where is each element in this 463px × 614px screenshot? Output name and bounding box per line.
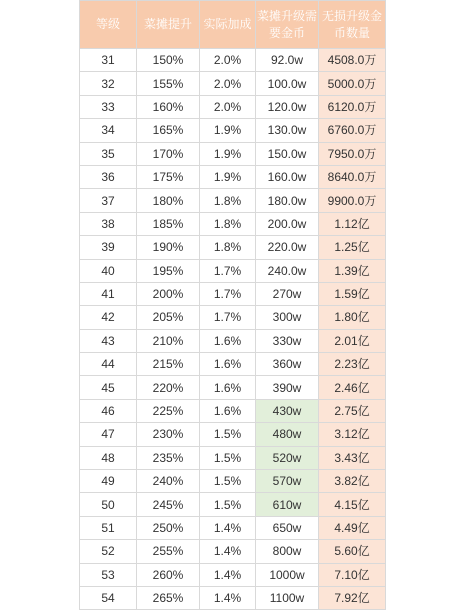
cell-actual-bonus: 1.4%	[200, 586, 256, 609]
cell-level: 41	[80, 282, 137, 305]
cell-stall-boost: 200%	[137, 282, 200, 305]
cell-lossless-coins: 1.80亿	[319, 306, 386, 329]
cell-level: 31	[80, 49, 137, 72]
cell-lossless-coins: 3.82亿	[319, 470, 386, 493]
cell-actual-bonus: 1.4%	[200, 516, 256, 539]
table-row	[80, 72, 386, 95]
cell-stall-boost: 260%	[137, 563, 200, 586]
cell-level: 50	[80, 493, 137, 516]
cell-actual-bonus: 1.5%	[200, 493, 256, 516]
cell-lossless-coins: 2.75亿	[319, 399, 386, 422]
cell-lossless-coins: 6760.0万	[319, 119, 386, 142]
cell-stall-boost: 235%	[137, 446, 200, 469]
cell-stall-boost: 155%	[137, 72, 200, 95]
cell-level: 32	[80, 72, 137, 95]
cell-upgrade-cost: 130.0w	[256, 119, 319, 142]
cell-stall-boost: 185%	[137, 212, 200, 235]
cell-stall-boost: 240%	[137, 470, 200, 493]
cell-lossless-coins: 3.12亿	[319, 423, 386, 446]
cell-level: 53	[80, 563, 137, 586]
cell-upgrade-cost: 120.0w	[256, 95, 319, 118]
cell-lossless-coins: 1.12亿	[319, 212, 386, 235]
cell-level: 54	[80, 586, 137, 609]
table-row	[80, 470, 386, 493]
cell-stall-boost: 190%	[137, 236, 200, 259]
cell-upgrade-cost: 800w	[256, 540, 319, 563]
cell-stall-boost: 150%	[137, 49, 200, 72]
table-row	[80, 353, 386, 376]
header-upgrade-cost: 菜摊升级需要金币	[256, 1, 319, 49]
cell-stall-boost: 255%	[137, 540, 200, 563]
table-row	[80, 49, 386, 72]
cell-lossless-coins: 7.10亿	[319, 563, 386, 586]
table-row	[80, 165, 386, 188]
cell-upgrade-cost: 390w	[256, 376, 319, 399]
table-row	[80, 563, 386, 586]
cell-stall-boost: 250%	[137, 516, 200, 539]
cell-actual-bonus: 1.6%	[200, 353, 256, 376]
cell-stall-boost: 195%	[137, 259, 200, 282]
cell-stall-boost: 160%	[137, 95, 200, 118]
cell-lossless-coins: 1.39亿	[319, 259, 386, 282]
table-row	[80, 236, 386, 259]
table-row	[80, 329, 386, 352]
cell-lossless-coins: 5000.0万	[319, 72, 386, 95]
cell-lossless-coins: 4.15亿	[319, 493, 386, 516]
cell-actual-bonus: 1.6%	[200, 399, 256, 422]
header-row	[80, 1, 386, 49]
table-row	[80, 399, 386, 422]
table-row	[80, 306, 386, 329]
header-level: 等级	[80, 1, 137, 49]
cell-stall-boost: 165%	[137, 119, 200, 142]
cell-actual-bonus: 1.7%	[200, 306, 256, 329]
cell-level: 47	[80, 423, 137, 446]
cell-level: 35	[80, 142, 137, 165]
cell-level: 36	[80, 165, 137, 188]
cell-actual-bonus: 1.4%	[200, 563, 256, 586]
cell-stall-boost: 210%	[137, 329, 200, 352]
cell-actual-bonus: 1.6%	[200, 329, 256, 352]
cell-actual-bonus: 1.8%	[200, 212, 256, 235]
cell-lossless-coins: 4508.0万	[319, 49, 386, 72]
header-stall-boost: 菜摊提升	[137, 1, 200, 49]
upgrade-table	[79, 0, 386, 610]
table-row	[80, 586, 386, 609]
cell-actual-bonus: 1.5%	[200, 446, 256, 469]
table-row	[80, 446, 386, 469]
cell-stall-boost: 265%	[137, 586, 200, 609]
table-row	[80, 376, 386, 399]
cell-actual-bonus: 1.7%	[200, 259, 256, 282]
table-row	[80, 493, 386, 516]
cell-lossless-coins: 3.43亿	[319, 446, 386, 469]
cell-level: 46	[80, 399, 137, 422]
cell-upgrade-cost: 330w	[256, 329, 319, 352]
cell-actual-bonus: 2.0%	[200, 49, 256, 72]
cell-level: 42	[80, 306, 137, 329]
table-row	[80, 95, 386, 118]
cell-actual-bonus: 1.4%	[200, 540, 256, 563]
cell-upgrade-cost: 240.0w	[256, 259, 319, 282]
table-row	[80, 189, 386, 212]
cell-level: 39	[80, 236, 137, 259]
cell-level: 44	[80, 353, 137, 376]
cell-stall-boost: 225%	[137, 399, 200, 422]
cell-lossless-coins: 9900.0万	[319, 189, 386, 212]
cell-stall-boost: 230%	[137, 423, 200, 446]
cell-actual-bonus: 1.5%	[200, 470, 256, 493]
cell-upgrade-cost: 270w	[256, 282, 319, 305]
cell-actual-bonus: 2.0%	[200, 95, 256, 118]
cell-level: 43	[80, 329, 137, 352]
cell-upgrade-cost: 200.0w	[256, 212, 319, 235]
cell-upgrade-cost: 610w	[256, 493, 319, 516]
cell-level: 34	[80, 119, 137, 142]
cell-actual-bonus: 1.9%	[200, 119, 256, 142]
table-row	[80, 540, 386, 563]
cell-upgrade-cost: 360w	[256, 353, 319, 376]
table-row	[80, 119, 386, 142]
cell-stall-boost: 220%	[137, 376, 200, 399]
cell-lossless-coins: 8640.0万	[319, 165, 386, 188]
cell-stall-boost: 245%	[137, 493, 200, 516]
header-actual-bonus: 实际加成	[200, 1, 256, 49]
table-row	[80, 259, 386, 282]
cell-stall-boost: 215%	[137, 353, 200, 376]
cell-lossless-coins: 2.23亿	[319, 353, 386, 376]
cell-upgrade-cost: 220.0w	[256, 236, 319, 259]
cell-upgrade-cost: 180.0w	[256, 189, 319, 212]
cell-level: 49	[80, 470, 137, 493]
cell-level: 37	[80, 189, 137, 212]
cell-actual-bonus: 1.9%	[200, 165, 256, 188]
cell-lossless-coins: 6120.0万	[319, 95, 386, 118]
cell-level: 51	[80, 516, 137, 539]
table-body	[80, 49, 386, 610]
table-row	[80, 516, 386, 539]
cell-upgrade-cost: 480w	[256, 423, 319, 446]
header-lossless-coins: 无损升级金币数量	[319, 1, 386, 49]
cell-actual-bonus: 1.7%	[200, 282, 256, 305]
cell-stall-boost: 205%	[137, 306, 200, 329]
cell-actual-bonus: 1.5%	[200, 423, 256, 446]
cell-upgrade-cost: 92.0w	[256, 49, 319, 72]
cell-upgrade-cost: 150.0w	[256, 142, 319, 165]
cell-lossless-coins: 7.92亿	[319, 586, 386, 609]
cell-upgrade-cost: 1100w	[256, 586, 319, 609]
cell-actual-bonus: 2.0%	[200, 72, 256, 95]
cell-upgrade-cost: 570w	[256, 470, 319, 493]
cell-upgrade-cost: 520w	[256, 446, 319, 469]
table-row	[80, 423, 386, 446]
cell-upgrade-cost: 100.0w	[256, 72, 319, 95]
table-row	[80, 212, 386, 235]
cell-upgrade-cost: 650w	[256, 516, 319, 539]
cell-level: 33	[80, 95, 137, 118]
cell-upgrade-cost: 430w	[256, 399, 319, 422]
cell-actual-bonus: 1.8%	[200, 189, 256, 212]
cell-upgrade-cost: 160.0w	[256, 165, 319, 188]
cell-lossless-coins: 5.60亿	[319, 540, 386, 563]
table-row	[80, 282, 386, 305]
table-row	[80, 142, 386, 165]
cell-upgrade-cost: 300w	[256, 306, 319, 329]
cell-level: 45	[80, 376, 137, 399]
cell-upgrade-cost: 1000w	[256, 563, 319, 586]
cell-actual-bonus: 1.9%	[200, 142, 256, 165]
cell-level: 52	[80, 540, 137, 563]
cell-level: 48	[80, 446, 137, 469]
cell-stall-boost: 180%	[137, 189, 200, 212]
cell-actual-bonus: 1.8%	[200, 236, 256, 259]
cell-lossless-coins: 2.46亿	[319, 376, 386, 399]
cell-lossless-coins: 2.01亿	[319, 329, 386, 352]
cell-stall-boost: 175%	[137, 165, 200, 188]
cell-actual-bonus: 1.6%	[200, 376, 256, 399]
cell-level: 38	[80, 212, 137, 235]
cell-lossless-coins: 7950.0万	[319, 142, 386, 165]
cell-lossless-coins: 1.25亿	[319, 236, 386, 259]
cell-lossless-coins: 4.49亿	[319, 516, 386, 539]
cell-stall-boost: 170%	[137, 142, 200, 165]
cell-level: 40	[80, 259, 137, 282]
cell-lossless-coins: 1.59亿	[319, 282, 386, 305]
